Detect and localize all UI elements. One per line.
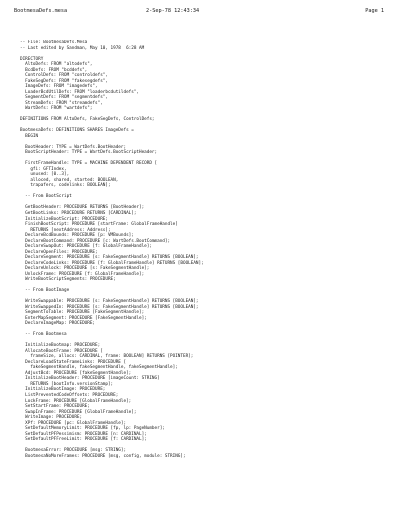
- header-file-name: BootmesaDefs.mesa: [14, 8, 68, 14]
- code-line: DeclareImageMap: PROCEDURE;: [20, 321, 96, 327]
- code-line: ListPreventedCodeOffsets: PROCEDURE;: [20, 393, 119, 398]
- code-line: FirstFrameHandle: TYPE = MACHINE DEPENDENT RECORD [: [20, 161, 158, 167]
- code-line: -- From BootScript: [20, 194, 72, 200]
- code-line: InitializeBootScript: PROCEDURE;: [20, 216, 108, 222]
- code-line: RETURNS [bootInfo.versionStamp];: [20, 381, 114, 387]
- code-line: frameSize, allocs: CARDINAL, frame: BOOLEAN] RETURNS [POINTER];: [20, 354, 194, 360]
- code-line: SwapInFrame: PROCEDURE [GlobalFrameHandle];: [20, 409, 137, 415]
- code-line: WriteBootScriptSegments: PROCEDURE;: [20, 277, 116, 283]
- code-line: -- From BootImage: [20, 288, 70, 294]
- code-line: XPf: PROCEDURE [pc: GlobalFrameHandle];: [20, 420, 127, 426]
- code-line: DEFINITIONS FROM AltoDefs, FakeSegDefs, ControlDefs;: [20, 117, 155, 123]
- code-line: SetDefaultPFPessimism: PROCEDURE [n: CARDINAL];: [20, 431, 147, 437]
- code-line: DeclareOpenFiles: PROCEDURE;: [20, 249, 98, 255]
- header-page-label: Page: [365, 8, 378, 14]
- code-line: GetBootLinks: PROCEDURE RETURNS [CARDINAL];: [20, 210, 137, 216]
- code-line: -- File: BootmesaDefs.Mesa: [20, 40, 88, 45]
- code-line: DIRECTORY: [20, 56, 44, 62]
- code-line: DeclareSegment: PROCEDURE [s: FakeSegmentHandle] RETURNS [BOOLEAN];: [20, 255, 199, 261]
- code-line: BEGIN: [20, 133, 39, 139]
- code-line: RETURNS [nextAddress: Address];: [20, 227, 111, 233]
- code-line: BootmesaNoMoreFrames: PROCEDURE [msg, config, module: STRING];: [20, 453, 186, 459]
- code-line: DeclareSwapOut: PROCEDURE [f: GlobalFrameHandle];: [20, 244, 152, 250]
- code-line: DeclareUnlock: PROCEDURE [s: FakeSegmentHandle];: [20, 266, 150, 272]
- code-line: WriteSwappable: PROCEDURE [s: FakeSegmentHandle] RETURNS [BOOLEAN];: [20, 299, 199, 305]
- code-line: ControlDefs: FROM "controldefs",: [20, 73, 108, 79]
- code-line: LoaderBcdUtilDefs: FROM "loaderbcdutildefs",: [20, 89, 139, 95]
- header-date: 2-Sep-78 12:43:34: [146, 8, 200, 14]
- code-line: DeclareBootCommand: PROCEDURE [c: WartDefs.BootCommand];: [20, 238, 171, 244]
- code-line: SetDefaultPFFreeLimit: PROCEDURE [f: CARDINAL];: [20, 437, 147, 443]
- code-line: WriteImage: PROCEDURE;: [20, 415, 83, 421]
- code-line: BootmesaError: PROCEDURE [msg: STRING];: [20, 448, 127, 454]
- code-line: StreamDefs: FROM "streamdefs",: [20, 100, 103, 106]
- code-line: AllocateBootFrame: PROCEDURE [: [20, 348, 103, 354]
- code-line: InitializeBootHeader: PROCEDURE [imageCount: STRING]: [20, 376, 160, 382]
- code-line: AltoDefs: FROM "altodefs",: [20, 62, 93, 68]
- code-line: BootHeader: TYPE = WartDefs.BootHeader;: [20, 144, 127, 150]
- code-line: -- Last edited by Sandman, May 10, 1978 6:28 AM: [20, 45, 145, 51]
- code-line: UnlockFrame: PROCEDURE [f: GlobalFrameHandle];: [20, 271, 145, 277]
- code-line: GetBootHeader: PROCEDURE RETURNS [BootHeader];: [20, 205, 145, 211]
- page-header: [0, 8, 400, 18]
- code-line: SegmentDefs: FROM "segmentdefs",: [20, 95, 108, 101]
- code-line: DeclareBcdBounds: PROCEDURE [p: VMBounds];: [20, 233, 134, 239]
- code-line: SetDefaultMemoryLimit: PROCEDURE [fp, lp: PageNumber];: [20, 426, 165, 432]
- code-line: WriteSwappedIn: PROCEDURE [s: FakeSegmentHandle] RETURNS [BOOLEAN];: [20, 304, 199, 310]
- code-line: InitializeBootImage: PROCEDURE;: [20, 387, 106, 393]
- code-line: BootScriptHeader: TYPE = WartDefs.BootScriptHeader;: [20, 150, 158, 156]
- code-line: DeclareLoadStateFrameLinks: PROCEDURE [: [20, 359, 127, 365]
- code-line: InitializeBootmap: PROCEDURE;: [20, 343, 101, 349]
- code-line: WartDefs: FROM "wartdefs";: [20, 106, 93, 112]
- header-page: [365, 8, 384, 14]
- code-line: AdjustBcd: PROCEDURE [fakeSegmentHandle];: [20, 370, 132, 376]
- code-line: ImageDefs: FROM "imagedefs",: [20, 84, 98, 90]
- code-line: FakeSegDefs: FROM "fakesegdefs",: [20, 78, 108, 84]
- code-line: BcdDefs: FROM "bcddefs",: [20, 67, 88, 73]
- code-line: FinishBootScript: PROCEDURE [startFrame: GlobalFrameHandle]: [20, 222, 178, 228]
- code-line: trapafers, codelinks: BOOLEAN];: [20, 183, 111, 189]
- code-line: DeclareCodeLinks: PROCEDURE [f: GlobalFrameHandle] RETURNS [BOOLEAN];: [20, 260, 204, 266]
- code-line: BootmesaDefs: DEFINITIONS SHARES ImageDefs =: [20, 128, 134, 134]
- code-line: unused: [0..3],: [20, 172, 70, 178]
- code-line: EnterMapSegment: PROCEDURE [FakeSegmentHandle];: [20, 315, 147, 321]
- code-line: gfi: GFTIndex,: [20, 166, 67, 172]
- header-page-number: 1: [380, 8, 384, 14]
- code-line: -- From Bootmesa: [20, 332, 67, 338]
- source-listing: [20, 40, 390, 459]
- code-line: alloced, shared, started: BOOLEAN,: [20, 177, 119, 183]
- code-line: SetStartFrame: PROCEDURE;: [20, 404, 90, 410]
- code-line: SegmentToTable: PROCEDURE [FakeSegmentHandle];: [20, 310, 145, 316]
- code-line: fakeSegmentHandle, fakeSegmentHandle, fakeSegmentHandle];: [20, 365, 178, 371]
- code-line: LockFrame: PROCEDURE [GlobalFrameHandle];: [20, 398, 132, 404]
